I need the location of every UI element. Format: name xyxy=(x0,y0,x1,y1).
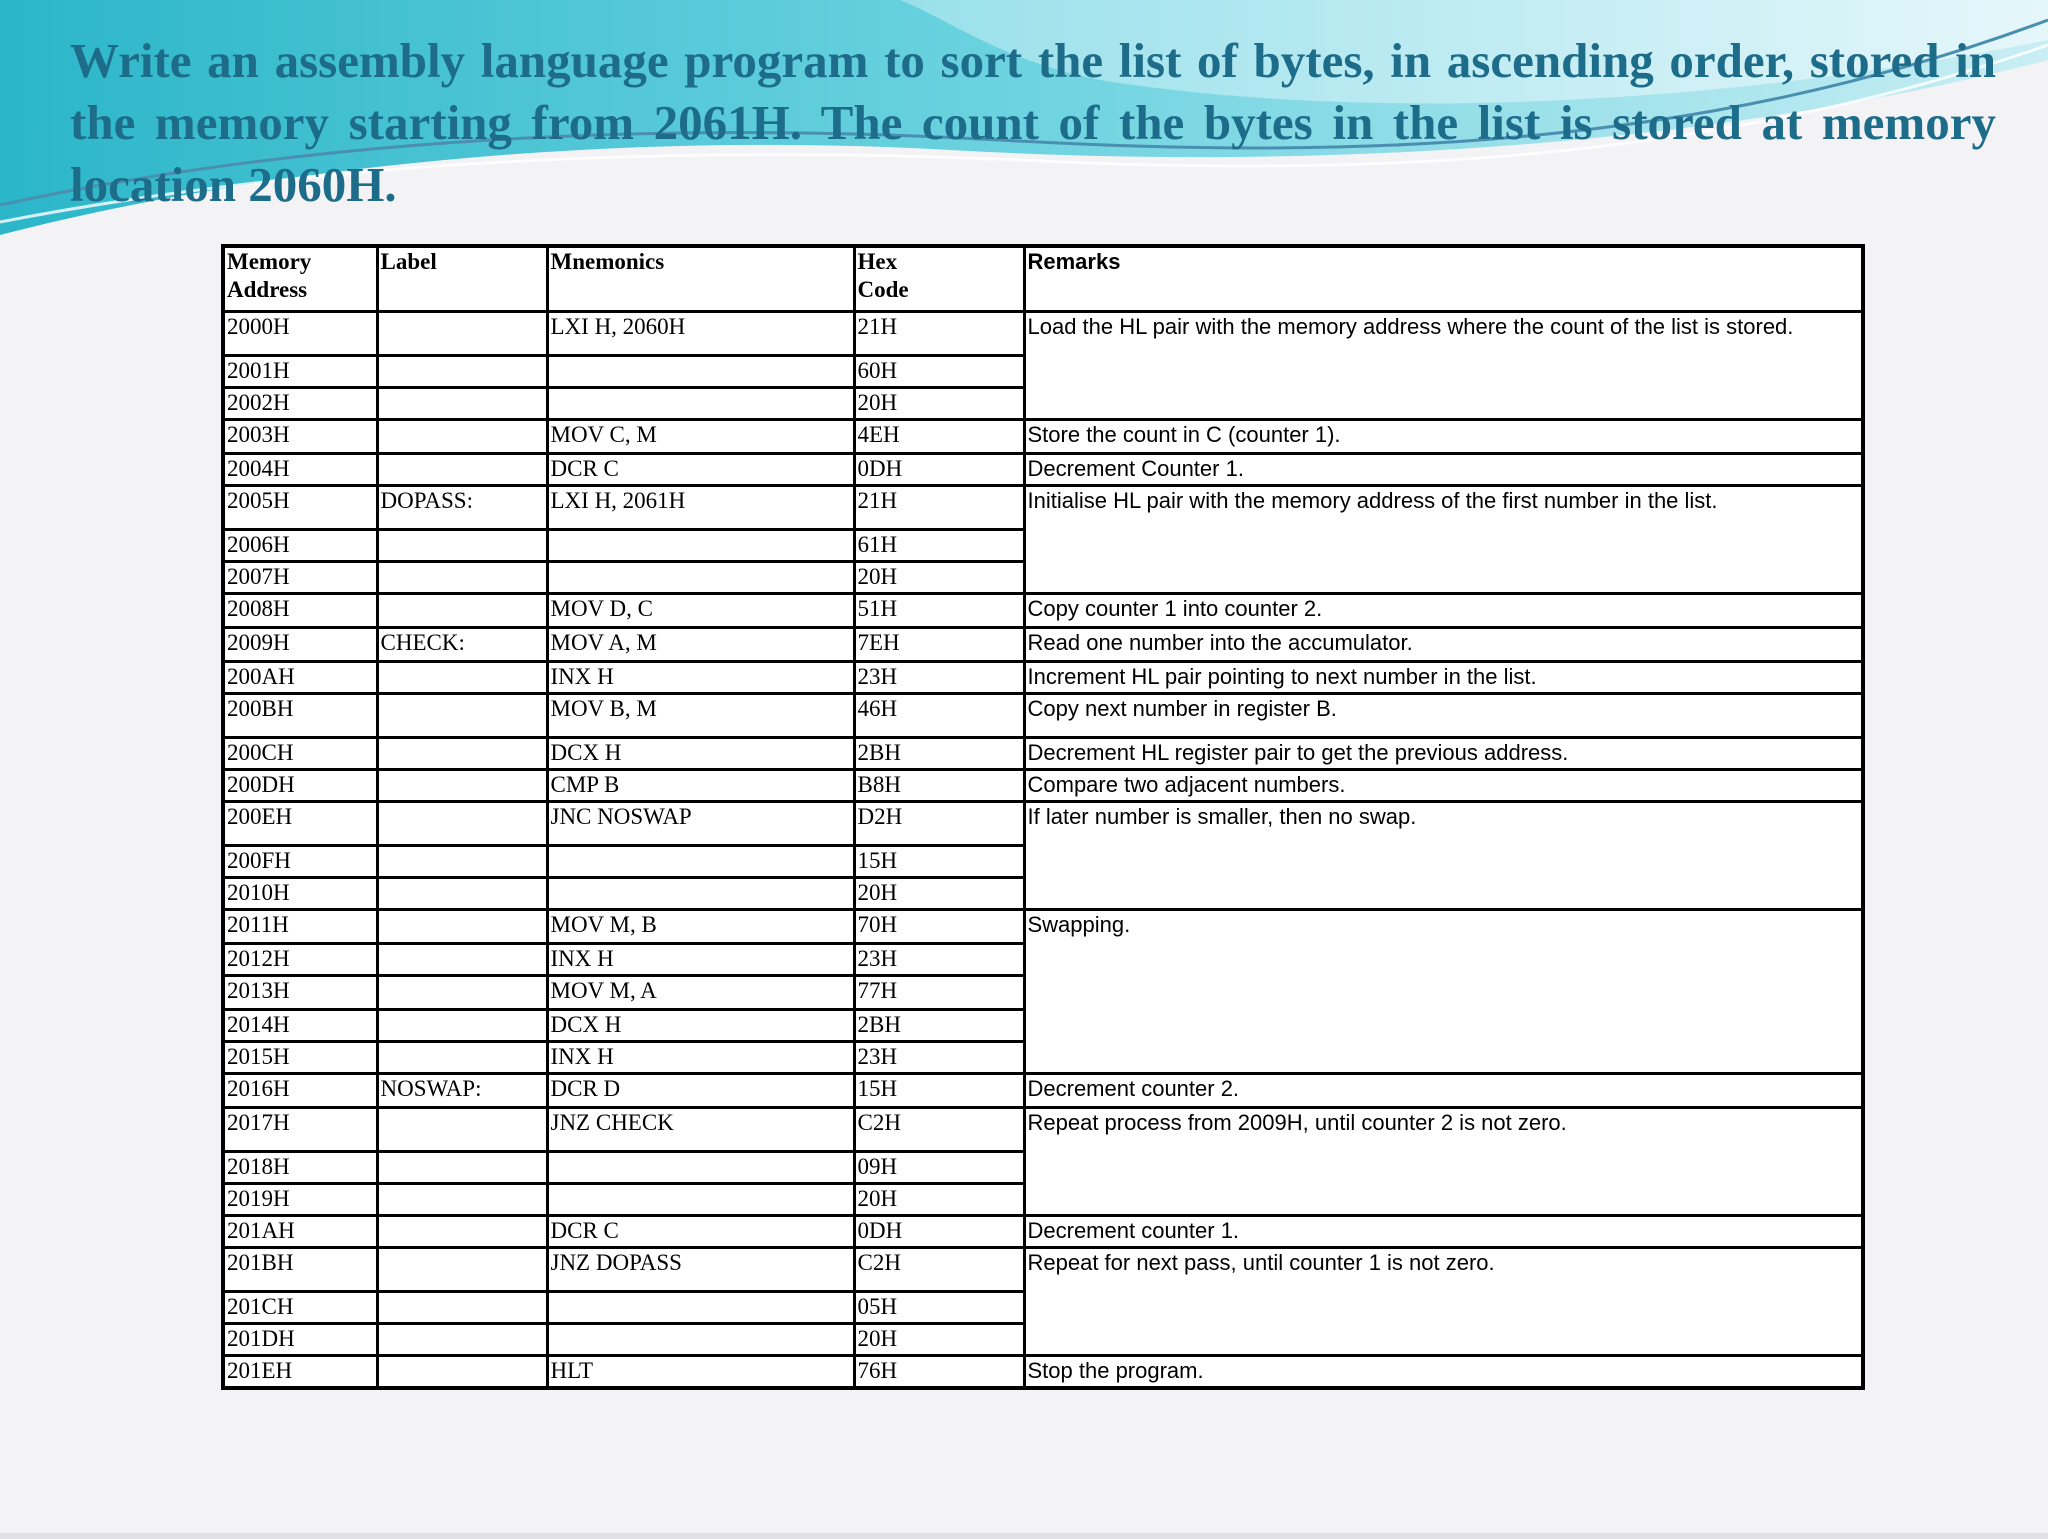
table-row xyxy=(223,594,1863,628)
hex-cell: B8H xyxy=(854,770,1024,802)
label-cell xyxy=(377,944,547,976)
remark-cell: If later number is smaller, then no swap. xyxy=(1024,802,1863,910)
mnemonic-cell: LXI H, 2060H xyxy=(547,312,854,356)
hex-cell: 60H xyxy=(854,356,1024,388)
header-memory-address: Memory Address xyxy=(223,246,377,312)
label-cell xyxy=(377,1248,547,1292)
label-cell xyxy=(377,420,547,454)
label-cell xyxy=(377,662,547,694)
mnemonic-cell: INX H xyxy=(547,1042,854,1074)
hex-cell: 7EH xyxy=(854,628,1024,662)
hex-cell: 2BH xyxy=(854,1010,1024,1042)
mnemonic-cell: MOV C, M xyxy=(547,420,854,454)
address-cell: 2014H xyxy=(223,1010,377,1042)
remark-cell: Repeat for next pass, until counter 1 is not zero. xyxy=(1024,1248,1863,1356)
assembly-program-table xyxy=(221,244,1865,1390)
table-row xyxy=(223,694,1863,738)
label-cell xyxy=(377,530,547,562)
hex-cell: 09H xyxy=(854,1152,1024,1184)
label-cell xyxy=(377,694,547,738)
table-row xyxy=(223,454,1863,486)
label-cell: DOPASS: xyxy=(377,486,547,530)
label-cell xyxy=(377,356,547,388)
address-cell: 200DH xyxy=(223,770,377,802)
mnemonic-cell: MOV B, M xyxy=(547,694,854,738)
address-cell: 2012H xyxy=(223,944,377,976)
table-row xyxy=(223,420,1863,454)
hex-cell: C2H xyxy=(854,1248,1024,1292)
mnemonic-cell xyxy=(547,1324,854,1356)
label-cell xyxy=(377,770,547,802)
address-cell: 2011H xyxy=(223,910,377,944)
label-cell xyxy=(377,1010,547,1042)
mnemonic-cell: CMP B xyxy=(547,770,854,802)
mnemonic-cell: DCR D xyxy=(547,1074,854,1108)
address-cell: 2019H xyxy=(223,1184,377,1216)
mnemonic-cell: MOV M, A xyxy=(547,976,854,1010)
hex-cell: 0DH xyxy=(854,1216,1024,1248)
mnemonic-cell: MOV M, B xyxy=(547,910,854,944)
mnemonic-cell: DCR C xyxy=(547,454,854,486)
hex-cell: 15H xyxy=(854,846,1024,878)
hex-cell: 23H xyxy=(854,944,1024,976)
hex-cell: 05H xyxy=(854,1292,1024,1324)
hex-cell: 20H xyxy=(854,878,1024,910)
table-row xyxy=(223,770,1863,802)
table-header-row xyxy=(223,246,1863,312)
label-cell xyxy=(377,846,547,878)
header-hex-code: Hex Code xyxy=(854,246,1024,312)
mnemonic-cell: INX H xyxy=(547,662,854,694)
table-row xyxy=(223,628,1863,662)
hex-cell: 20H xyxy=(854,1184,1024,1216)
label-cell xyxy=(377,1108,547,1152)
remark-cell: Compare two adjacent numbers. xyxy=(1024,770,1863,802)
hex-cell: 23H xyxy=(854,1042,1024,1074)
label-cell xyxy=(377,1356,547,1389)
address-cell: 2017H xyxy=(223,1108,377,1152)
mnemonic-cell xyxy=(547,356,854,388)
address-cell: 2003H xyxy=(223,420,377,454)
hex-cell: 4EH xyxy=(854,420,1024,454)
mnemonic-cell xyxy=(547,878,854,910)
address-cell: 200CH xyxy=(223,738,377,770)
remark-cell: Decrement HL register pair to get the previous address. xyxy=(1024,738,1863,770)
label-cell xyxy=(377,1292,547,1324)
address-cell: 2018H xyxy=(223,1152,377,1184)
mnemonic-cell xyxy=(547,530,854,562)
header-remarks: Remarks xyxy=(1024,246,1863,312)
label-cell xyxy=(377,388,547,420)
hex-cell: 2BH xyxy=(854,738,1024,770)
remark-cell: Repeat process from 2009H, until counter 2 is not zero. xyxy=(1024,1108,1863,1216)
mnemonic-cell: JNC NOSWAP xyxy=(547,802,854,846)
mnemonic-cell: DCR C xyxy=(547,1216,854,1248)
remark-cell: Load the HL pair with the memory address where the count of the list is stored. xyxy=(1024,312,1863,420)
address-cell: 2006H xyxy=(223,530,377,562)
remark-cell: Initialise HL pair with the memory address of the first number in the list. xyxy=(1024,486,1863,594)
remark-cell: Copy next number in register B. xyxy=(1024,694,1863,738)
label-cell xyxy=(377,976,547,1010)
hex-cell: 20H xyxy=(854,562,1024,594)
label-cell xyxy=(377,1324,547,1356)
hex-cell: 21H xyxy=(854,312,1024,356)
remark-cell: Stop the program. xyxy=(1024,1356,1863,1389)
table-row xyxy=(223,1356,1863,1389)
address-cell: 2010H xyxy=(223,878,377,910)
label-cell xyxy=(377,312,547,356)
hex-cell: 20H xyxy=(854,388,1024,420)
hex-cell: 77H xyxy=(854,976,1024,1010)
label-cell xyxy=(377,802,547,846)
hex-cell: 76H xyxy=(854,1356,1024,1389)
address-cell: 2013H xyxy=(223,976,377,1010)
hex-cell: 21H xyxy=(854,486,1024,530)
remark-cell: Increment HL pair pointing to next number in the list. xyxy=(1024,662,1863,694)
hex-cell: D2H xyxy=(854,802,1024,846)
mnemonic-cell: HLT xyxy=(547,1356,854,1389)
remark-cell: Swapping. xyxy=(1024,910,1863,1074)
label-cell xyxy=(377,878,547,910)
address-cell: 2008H xyxy=(223,594,377,628)
table-row xyxy=(223,662,1863,694)
hex-cell: C2H xyxy=(854,1108,1024,1152)
remark-cell: Decrement counter 2. xyxy=(1024,1074,1863,1108)
mnemonic-cell xyxy=(547,1152,854,1184)
address-cell: 200AH xyxy=(223,662,377,694)
address-cell: 2009H xyxy=(223,628,377,662)
address-cell: 200FH xyxy=(223,846,377,878)
label-cell xyxy=(377,1042,547,1074)
mnemonic-cell xyxy=(547,562,854,594)
hex-cell: 23H xyxy=(854,662,1024,694)
table-row xyxy=(223,1074,1863,1108)
remark-cell: Read one number into the accumulator. xyxy=(1024,628,1863,662)
remark-cell: Decrement counter 1. xyxy=(1024,1216,1863,1248)
address-cell: 2007H xyxy=(223,562,377,594)
mnemonic-cell: MOV D, C xyxy=(547,594,854,628)
label-cell xyxy=(377,1216,547,1248)
table-row xyxy=(223,910,1863,944)
header-label: Label xyxy=(377,246,547,312)
hex-cell: 61H xyxy=(854,530,1024,562)
table-row xyxy=(223,1108,1863,1152)
hex-cell: 0DH xyxy=(854,454,1024,486)
remark-cell: Decrement Counter 1. xyxy=(1024,454,1863,486)
mnemonic-cell xyxy=(547,846,854,878)
address-cell: 2016H xyxy=(223,1074,377,1108)
hex-cell: 46H xyxy=(854,694,1024,738)
table-row xyxy=(223,486,1863,530)
mnemonic-cell xyxy=(547,388,854,420)
mnemonic-cell: JNZ DOPASS xyxy=(547,1248,854,1292)
table-row xyxy=(223,802,1863,846)
header-mnemonics: Mnemonics xyxy=(547,246,854,312)
slide-title: Write an assembly language program to sort the list of bytes, in ascending order, stored in the memory starting from 2061H. The count of the bytes in the list is stored at memory location 2060H. xyxy=(70,33,1996,212)
mnemonic-cell: DCX H xyxy=(547,1010,854,1042)
remark-cell: Store the count in C (counter 1). xyxy=(1024,420,1863,454)
label-cell xyxy=(377,594,547,628)
label-cell xyxy=(377,1152,547,1184)
hex-cell: 51H xyxy=(854,594,1024,628)
label-cell xyxy=(377,562,547,594)
mnemonic-cell xyxy=(547,1292,854,1324)
mnemonic-cell xyxy=(547,1184,854,1216)
table-row xyxy=(223,1248,1863,1292)
address-cell: 2001H xyxy=(223,356,377,388)
mnemonic-cell: MOV A, M xyxy=(547,628,854,662)
label-cell xyxy=(377,454,547,486)
address-cell: 2004H xyxy=(223,454,377,486)
table-row xyxy=(223,312,1863,356)
address-cell: 201EH xyxy=(223,1356,377,1389)
mnemonic-cell: DCX H xyxy=(547,738,854,770)
hex-cell: 20H xyxy=(854,1324,1024,1356)
mnemonic-cell: INX H xyxy=(547,944,854,976)
label-cell xyxy=(377,738,547,770)
address-cell: 201DH xyxy=(223,1324,377,1356)
mnemonic-cell: LXI H, 2061H xyxy=(547,486,854,530)
label-cell: NOSWAP: xyxy=(377,1074,547,1108)
address-cell: 201CH xyxy=(223,1292,377,1324)
address-cell: 201BH xyxy=(223,1248,377,1292)
label-cell: CHECK: xyxy=(377,628,547,662)
address-cell: 201AH xyxy=(223,1216,377,1248)
label-cell xyxy=(377,910,547,944)
label-cell xyxy=(377,1184,547,1216)
table-row xyxy=(223,738,1863,770)
hex-cell: 70H xyxy=(854,910,1024,944)
table-row xyxy=(223,1216,1863,1248)
address-cell: 2005H xyxy=(223,486,377,530)
remark-cell: Copy counter 1 into counter 2. xyxy=(1024,594,1863,628)
hex-cell: 15H xyxy=(854,1074,1024,1108)
address-cell: 2000H xyxy=(223,312,377,356)
address-cell: 2015H xyxy=(223,1042,377,1074)
address-cell: 200BH xyxy=(223,694,377,738)
mnemonic-cell: JNZ CHECK xyxy=(547,1108,854,1152)
address-cell: 2002H xyxy=(223,388,377,420)
address-cell: 200EH xyxy=(223,802,377,846)
